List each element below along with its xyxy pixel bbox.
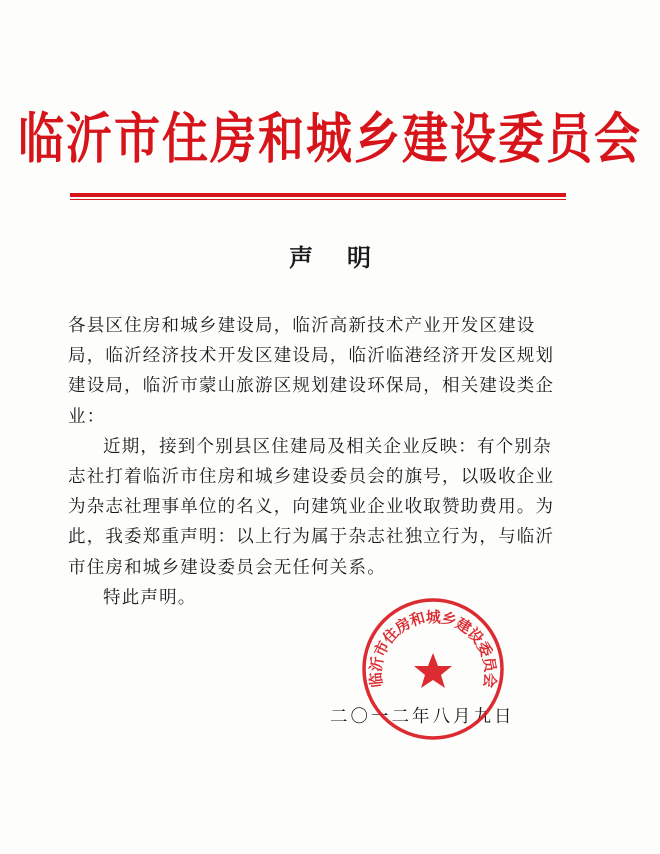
addressee-paragraph: 各县区住房和城乡建设局，临沂高新技术产业开发区建设局，临沂经济技术开发区建设局，临沂临港经济开发区规划建设局，临沂市蒙山旅游区规划建设环保局，相关建设类企业： — [68, 316, 555, 427]
seal-star-icon — [414, 653, 452, 688]
letterhead-title: 临沂市住房和城乡建设委员会 — [18, 106, 642, 171]
closing-paragraph: 特此声明。 — [103, 587, 197, 608]
svg-text:临沂市住房和城乡建设委员会: 临沂市住房和城乡建设委员会 — [366, 608, 500, 689]
statement-paragraph: 近期，接到个别县区住建局及相关企业反映：有个别杂志社打着临沂市住房和城乡建设委员会的旗号，以吸收企业为杂志社理事单位的名义，向建筑业企业收取赞助费用。为此，我委郑重声明：以上行为属于杂志社独立行为，与临沂市住房和城乡建设委员会无任何关系。 — [68, 436, 555, 578]
letterhead-rule-thick — [70, 193, 566, 197]
document-date: 二〇一二年八月九日 — [330, 707, 515, 727]
document-title: 声明 — [289, 243, 405, 272]
letterhead-rule-thin — [70, 199, 566, 200]
official-seal-stamp — [360, 596, 506, 742]
document-body — [68, 311, 568, 613]
